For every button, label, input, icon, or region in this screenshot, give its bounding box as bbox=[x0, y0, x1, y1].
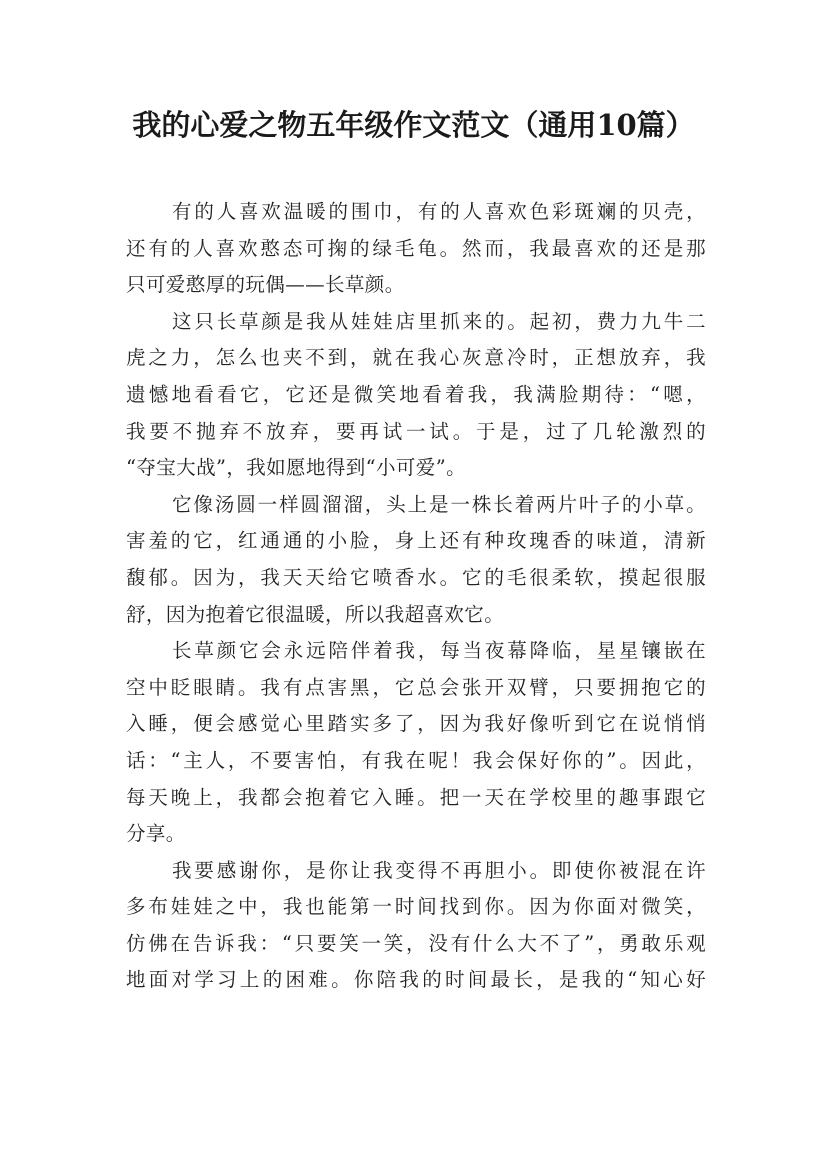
essay-line: 这只长草颜是我从娃娃店里抓来的。起初，费力九牛二 bbox=[172, 309, 706, 333]
essay-line: 每天晚上，我都会抱着它入睡。把一天在学校里的趣事跟它 bbox=[126, 785, 706, 809]
essay-line: 有的人喜欢温暖的围巾，有的人喜欢色彩斑斓的贝壳， bbox=[172, 200, 706, 223]
essay-line: 舒，因为抱着它很温暖，所以我超喜欢它。 bbox=[126, 602, 505, 626]
essay-line: 还有的人喜欢憨态可掬的绿毛龟。然而，我最喜欢的还是那 bbox=[126, 236, 706, 260]
essay-line: 仿佛在告诉我：“只要笑一笑，没有什么大不了”，勇敢乐观 bbox=[126, 931, 706, 955]
essay-line: 长草颜它会永远陪伴着我，每当夜幕降临，星星镶嵌在 bbox=[172, 639, 706, 663]
essay-line: 我要感谢你，是你让我变得不再胆小。即使你被混在许 bbox=[172, 858, 706, 882]
essay-line: 地面对学习上的困难。你陪我的时间最长，是我的“知心好 bbox=[126, 968, 706, 992]
essay-line: 只可爱憨厚的玩偶——长草颜。 bbox=[126, 273, 405, 297]
essay-line: 虎之力，怎么也夹不到，就在我心灰意冷时，正想放弃，我 bbox=[126, 346, 706, 370]
essay-line: 它像汤圆一样圆溜溜，头上是一株长着两片叶子的小草。 bbox=[172, 492, 706, 516]
essay-line: 我要不抛弃不放弃，要再试一试。于是，过了几轮激烈的 bbox=[126, 419, 706, 443]
essay-line: 遗憾地看看它，它还是微笑地看着我，我满脸期待：“嗯， bbox=[126, 382, 706, 406]
document-title: 我的心爱之物五年级作文范文（通用10篇） bbox=[132, 108, 695, 142]
essay-line: 入睡，便会感觉心里踏实多了，因为我好像听到它在说悄悄 bbox=[126, 712, 706, 736]
essay-line: 话：“主人，不要害怕，有我在呢！我会保好你的”。因此， bbox=[126, 748, 706, 772]
essay-line: 空中眨眼睛。我有点害黑，它总会张开双臂，只要拥抱它的 bbox=[126, 675, 706, 699]
essay-line: 馥郁。因为，我天天给它喷香水。它的毛很柔软，摸起很服 bbox=[126, 565, 706, 589]
essay-line: 多布娃娃之中，我也能第一时间找到你。因为你面对微笑， bbox=[126, 895, 706, 919]
essay-line: 害羞的它，红通通的小脸，身上还有种玫瑰香的味道，清新 bbox=[126, 529, 706, 553]
essay-body bbox=[126, 194, 706, 999]
essay-line: “夺宝大战”，我如愿地得到“小可爱”。 bbox=[126, 456, 466, 480]
essay-line: 分享。 bbox=[126, 822, 186, 846]
